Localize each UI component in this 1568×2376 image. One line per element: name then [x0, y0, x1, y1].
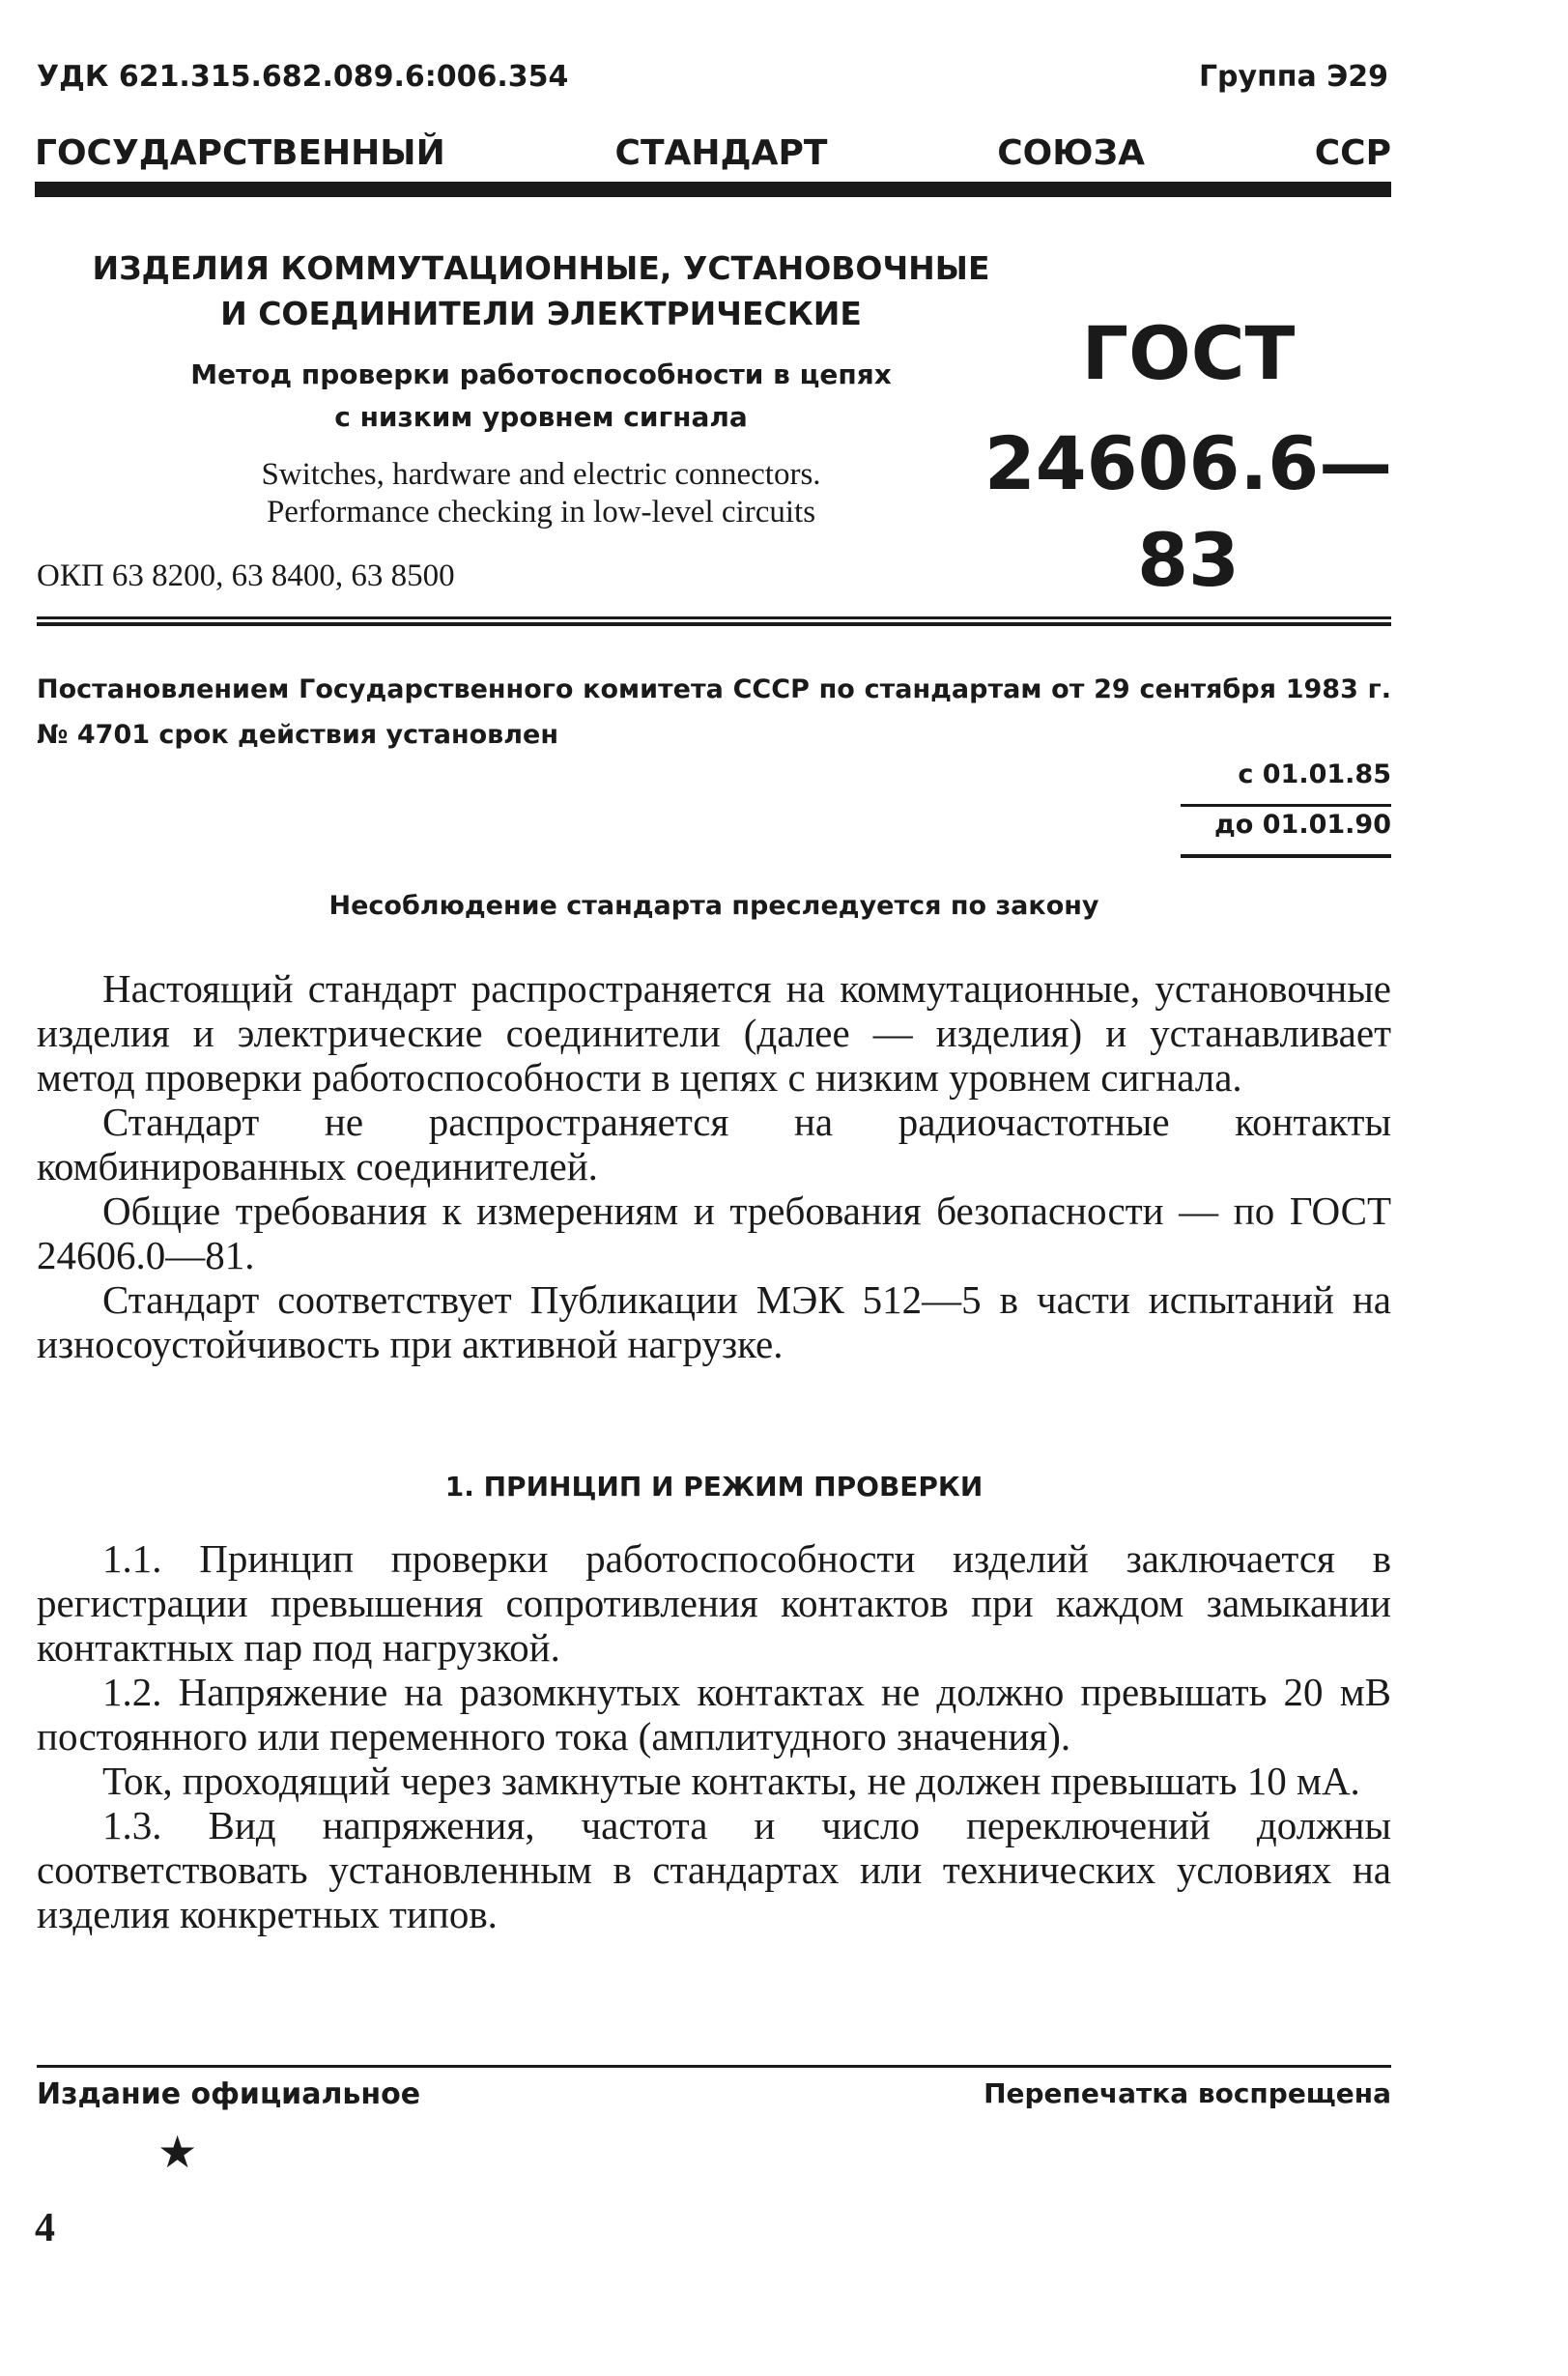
section-paragraph: 1.3. Вид напряжения, частота и число переключений должны соответствовать установленным в стандартах или технических условиях на изделия конкретных типов.	[37, 1803, 1391, 1936]
intro-text	[37, 966, 1391, 1366]
page-number: 4	[35, 2206, 55, 2250]
okp-rule	[37, 616, 1391, 626]
udk-code: УДК 621.315.682.089.6:006.354	[37, 60, 569, 94]
validity-to: до 01.01.90	[1214, 810, 1391, 840]
subtitle-line-2: с низким уровнем сигнала	[334, 401, 748, 433]
english-title-line-1: Switches, hardware and electric connectors.	[261, 457, 821, 492]
state-standard-heading	[35, 133, 1391, 173]
section-1-heading: 1. ПРИНЦИП И РЕЖИМ ПРОВЕРКИ	[444, 1471, 984, 1503]
decree-text: Постановлением Государственного комитета СССР по стандартам от 29 сентября 1983 г. № 4701 срок действия установлен	[37, 674, 1391, 750]
section-paragraph: 1.1. Принцип проверки работоспособности изделий заключается в регистрации превышения сопротивления контактов при каждом замыкании контактных пар под нагрузкой.	[37, 1536, 1391, 1670]
gost-number: 24606.6—83	[984, 420, 1393, 603]
english-title-line-2: Performance checking in low-level circuits	[266, 495, 816, 530]
validity-underline	[1181, 854, 1391, 858]
footer-rule	[37, 2065, 1391, 2068]
section-1-text	[37, 1536, 1391, 1936]
title-line-1: ИЗДЕЛИЯ КОММУТАЦИОННЫЕ, УСТАНОВОЧНЫЕ	[92, 249, 990, 287]
title-block	[77, 245, 1005, 531]
subtitle-line-1: Метод проверки работоспособности в цепях	[190, 358, 892, 390]
group-code: Группа Э29	[1198, 60, 1388, 94]
official-edition: Издание официальное	[37, 2077, 421, 2111]
intro-paragraph: Настоящий стандарт распространяется на коммутационные, установочные изделия и электрические соединители (далее — изделия) и устанавливает метод проверки работоспособности в цепях с низким уровнем сигнала.	[37, 966, 1391, 1100]
header-rule	[35, 182, 1391, 197]
okp-codes: ОКП 63 8200, 63 8400, 63 8500	[37, 558, 455, 593]
legal-warning: Несоблюдение стандарта преследуется по закону	[328, 891, 1099, 921]
section-paragraph: 1.2. Напряжение на разомкнутых контактах не должно превышать 20 мВ постоянного или переменного тока (амплитудного значения).	[37, 1670, 1391, 1759]
star-icon: ★	[157, 2126, 198, 2178]
validity-from: с 01.01.85	[1238, 759, 1391, 789]
validity-divider	[1181, 804, 1391, 807]
intro-paragraph: Стандарт не распространяется на радиочастотные контакты комбинированных соединителей.	[37, 1100, 1391, 1188]
reprint-notice: Перепечатка воспрещена	[984, 2077, 1391, 2109]
state-standard-text: ГОСУДАРСТВЕННЫЙ СТАНДАРТ СОЮЗА ССР	[35, 133, 1391, 173]
section-paragraph: Ток, проходящий через замкнутые контакты, не должен превышать 10 мА.	[102, 1759, 1360, 1803]
gost-label: ГОСТ	[1081, 310, 1296, 396]
intro-paragraph: Стандарт соответствует Публикации МЭК 512—5 в части испытаний на износоустойчивость при активной нагрузке.	[37, 1277, 1391, 1366]
gost-designation	[966, 305, 1411, 609]
title-line-2: И СОЕДИНИТЕЛИ ЭЛЕКТРИЧЕСКИЕ	[220, 295, 862, 332]
intro-paragraph: Общие требования к измерениям и требования безопасности — по ГОСТ 24606.0—81.	[37, 1188, 1391, 1277]
